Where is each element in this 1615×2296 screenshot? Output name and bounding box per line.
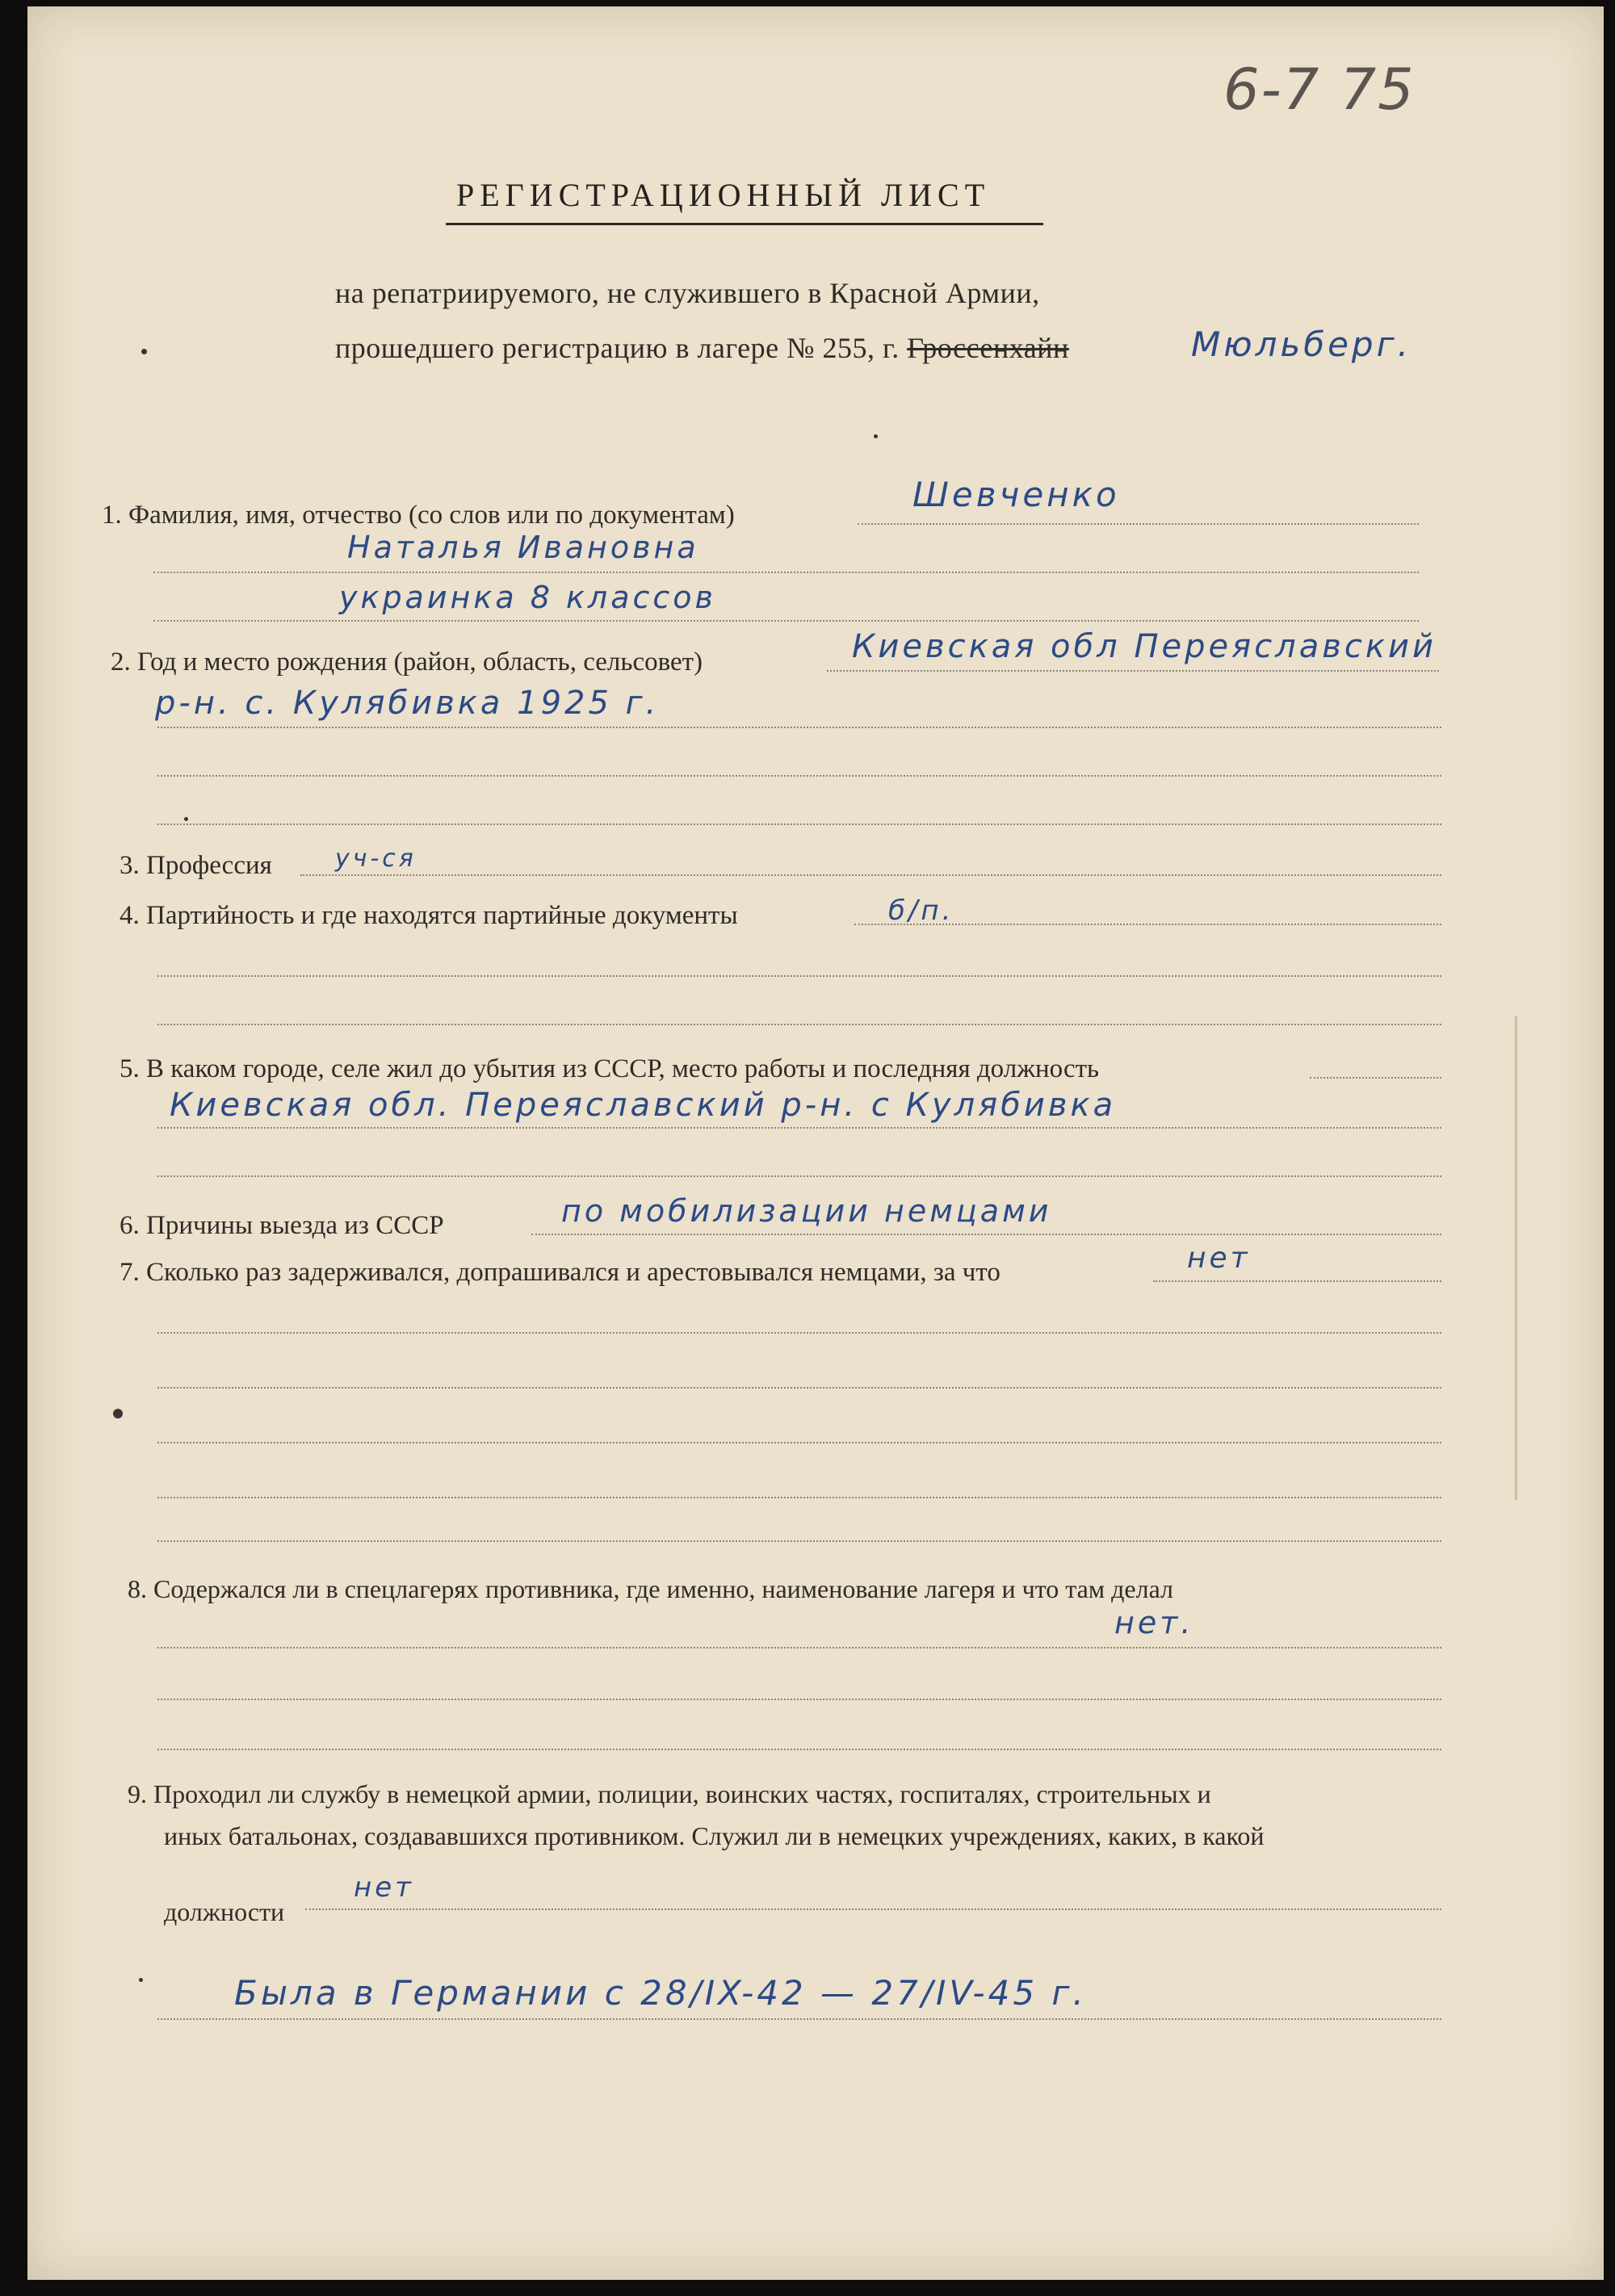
q8-label: 8. Содержался ли в спецлагерях противника, где именно, наименование лагеря и что там делал — [128, 1574, 1174, 1603]
dotted-line — [827, 670, 1439, 672]
paper-fold — [1515, 1016, 1517, 1500]
subtitle-line-1: на репатриируемого, не служившего в Красной Армии, — [335, 277, 1040, 309]
dotted-line — [305, 1908, 1441, 1910]
hw-q9-extra: Была в Германии с 28/IX-42 — 27/IV-45 г. — [234, 1973, 1087, 2013]
dotted-line — [153, 620, 1419, 622]
dotted-line — [157, 1442, 1441, 1443]
hw-q1-extra: украинка 8 классов — [339, 580, 716, 615]
dotted-line — [157, 1175, 1441, 1177]
dotted-line — [157, 1497, 1441, 1498]
hw-q2-line1: Киевская обл Переяславский — [852, 628, 1437, 665]
margin-mark — [139, 1978, 143, 1982]
margin-mark — [184, 817, 188, 821]
q9-line1: 9. Проходил ли службу в немецкой армии, полиции, воинских частях, госпиталях, строительных и — [128, 1779, 1211, 1808]
hw-q2-line2: р-н. с. Кулябивка 1925 г. — [155, 685, 660, 722]
town-prefix: , г. — [866, 332, 900, 364]
hw-q9: нет — [354, 1871, 414, 1904]
dotted-line — [157, 1127, 1441, 1129]
hw-town: Мюльберг. — [1191, 325, 1412, 364]
q2-label: 2. Год и место рождения (район, область, сельсовет) — [111, 647, 703, 677]
dotted-line — [157, 1699, 1441, 1700]
q6-label: 6. Причины выезда из СССР — [120, 1211, 444, 1240]
dotted-line — [531, 1234, 1441, 1235]
dotted-line — [300, 874, 1441, 876]
q9-line3: должности — [164, 1897, 285, 1926]
dotted-line — [1310, 1077, 1441, 1079]
page-title: РЕГИСТРАЦИОННЫЙ ЛИСТ — [456, 177, 991, 213]
q5-label: 5. В каком городе, селе жил до убытия из СССР, место работы и последняя должность — [120, 1054, 1100, 1083]
dotted-line — [157, 775, 1441, 777]
dotted-line — [157, 823, 1441, 825]
dotted-line — [157, 1387, 1441, 1389]
hw-q8: нет. — [1114, 1605, 1194, 1640]
dotted-line — [157, 1749, 1441, 1750]
dotted-line — [1153, 1280, 1441, 1282]
camp-number: прошедшего регистрацию в лагере № 25 — [335, 332, 853, 364]
q3-label: 3. Профессия — [120, 851, 272, 880]
dotted-line — [153, 572, 1419, 573]
q4-label: 4. Партийность и где находятся партийные документы — [120, 901, 738, 930]
hw-q1-name: Наталья Ивановна — [347, 530, 699, 565]
hw-q4: б/п. — [888, 895, 954, 927]
corner-number: 6-7 75 — [1223, 57, 1416, 123]
dotted-line — [858, 523, 1419, 525]
town-struck: Гроссенхайн — [907, 332, 1069, 364]
hw-q6: по мобилизации немцами — [561, 1193, 1052, 1229]
dotted-line — [157, 975, 1441, 977]
camp-number-suffix: 5 — [852, 332, 867, 364]
hw-q3: уч-ся — [335, 844, 417, 873]
subtitle-line-2 — [335, 331, 1069, 365]
margin-mark — [113, 1409, 123, 1418]
dotted-line — [157, 2018, 1441, 2020]
dotted-line — [157, 1024, 1441, 1025]
hw-q1-surname: Шевченко — [912, 475, 1120, 514]
q9-line2: иных батальонах, создававшихся противником. Служил ли в немецких учреждениях, каких, в какой — [164, 1821, 1265, 1850]
q1-label: 1. Фамилия, имя, отчество (со слов или по документам) — [102, 501, 735, 530]
dotted-line — [157, 727, 1441, 728]
q7-label: 7. Сколько раз задерживался, допрашивался и арестовывался немцами, за что — [120, 1258, 1000, 1287]
margin-mark — [141, 349, 147, 354]
hw-q5: Киевская обл. Переяславский р-н. с Кулябивка — [170, 1087, 1117, 1124]
dotted-line — [157, 1647, 1441, 1649]
title-underline — [446, 223, 1043, 225]
margin-mark — [874, 434, 878, 438]
dotted-line — [157, 1540, 1441, 1542]
hw-q7: нет — [1187, 1242, 1251, 1275]
dotted-line — [157, 1332, 1441, 1334]
